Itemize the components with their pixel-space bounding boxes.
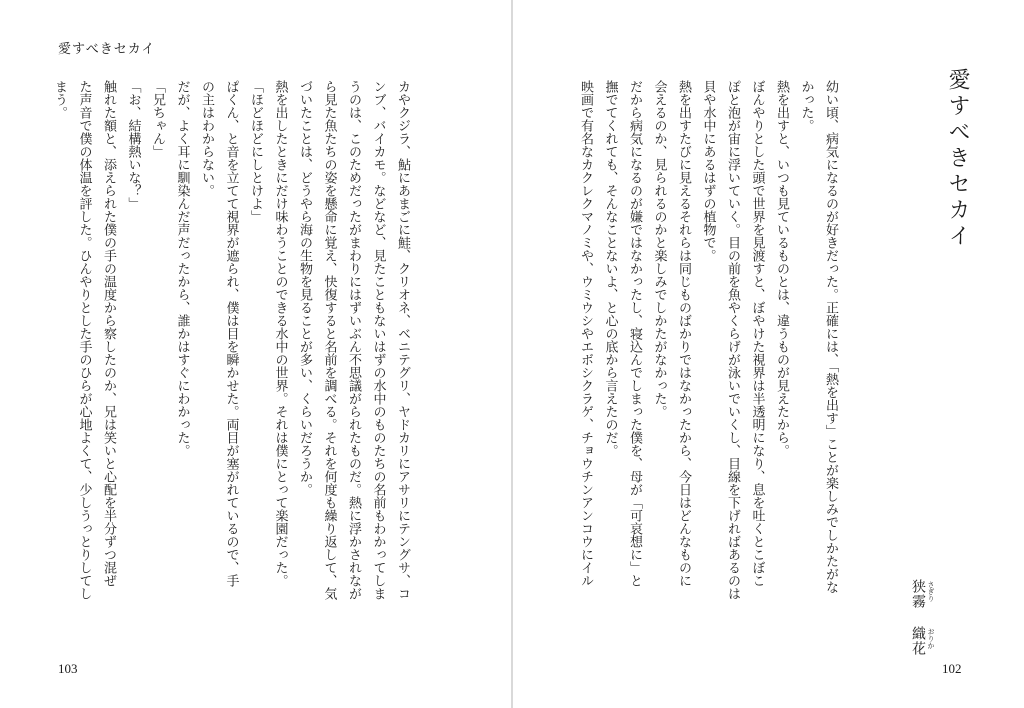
page-number-right: 102 xyxy=(942,661,962,676)
body-line: まう。 xyxy=(52,80,67,119)
body-line: 触れた額と、添えられた僕の手の温度から察したのか、兄は笑いと心配を半分ずつ混ぜ xyxy=(101,80,116,587)
body-line: ンブ、バイカモ。などなど、見たこともないはずの水中のものたちの名前もわかってしま xyxy=(370,80,386,600)
body-line: ぽと泡が宙に浮いていく。目の前を魚やくらげが泳いでいくし、目線を下げればあるのは xyxy=(725,80,740,600)
body-line: うのは、このためだったがまわりにはずいぶん不思議がられたものだ。熱に浮かされなが xyxy=(346,80,361,600)
body-line: 「お、結構熱いな？」 xyxy=(125,80,141,210)
right-page-body xyxy=(570,80,842,656)
left-page xyxy=(0,0,511,708)
author-surname-ruby: さぎり xyxy=(927,581,935,602)
body-line: 「兄ちゃん」 xyxy=(150,80,165,158)
body-line: 幼い頃、病気になるのが好きだった。正確には、「熱を出す」ことが楽しみでしかたがな xyxy=(823,80,838,594)
body-line: づいたことは、どうやら海の生物を見ることが多い、くらいだろうか。 xyxy=(297,80,312,496)
body-line: 会えるのか、見られるのかと楽しみでしかたがなかった。 xyxy=(651,80,667,418)
body-line: だが、よく耳に馴染んだ声だったから、誰かはすぐにわかった。 xyxy=(174,80,190,457)
body-line: だから病気になるのが嫌ではなかったし、寝込んでしまった僕を、母が「可哀想に」と xyxy=(627,80,642,587)
body-line: た声音で僕の体温を評した。ひんやりとした手のひらが心地よくて、少しうっとりしてし xyxy=(76,80,92,600)
body-line: 貝や水中にあるはずの植物で。 xyxy=(700,80,716,262)
body-line: の主はわからない。 xyxy=(199,80,214,197)
running-head: 愛すべきセカイ xyxy=(58,42,156,57)
page-number-left: 103 xyxy=(58,661,78,676)
author-given-name-ruby: おりか xyxy=(927,628,935,649)
body-line: 「ほどほどにしとけよ」 xyxy=(248,80,263,223)
body-line: ぱくん、と音を立てて視界が遮られ、僕は目を瞬かせた。両目が塞がれているので、手 xyxy=(223,80,239,587)
body-line: ぼんやりとした頭で世界を見渡すと、ぼやけた視界は半透明になり、息を吐くとこぼこ xyxy=(749,80,765,587)
left-page-body xyxy=(52,80,414,656)
body-line: 撫でてくれても、そんなことないよ、と心の底から言えたのだ。 xyxy=(602,80,618,457)
author-surname: 狭霧 xyxy=(910,579,926,609)
body-line: かった。 xyxy=(798,80,814,132)
author-given-name: 織花 xyxy=(910,626,926,656)
story-title: 愛すべきセカイ xyxy=(945,68,970,250)
author-byline xyxy=(908,579,934,659)
body-line: 熱を出したときにだけ味わうことのできる水中の世界。それは僕にとって楽園だった。 xyxy=(272,80,288,587)
body-line: 熱を出すたびに見えるそれらは同じものばかりではなかったから、今日はどんなものに xyxy=(676,80,691,587)
body-line: 熱を出すと、いつも見ているものとは、違うものが見えたから。 xyxy=(774,80,789,457)
body-line: カやクジラ、鮎にあまごに鮭、クリオネ、ベニテグリ、ヤドカリにアサリにテングサ、コ xyxy=(395,80,410,600)
body-line: ら見た魚たちの姿を懸命に覚え、快復すると名前を調べる。それを何度も繰り返して、気 xyxy=(321,80,337,600)
body-line: 映画で有名なカクレクマノミや、ウミウシやエボシクラゲ、チョウチンアンコウにイル xyxy=(578,80,593,587)
